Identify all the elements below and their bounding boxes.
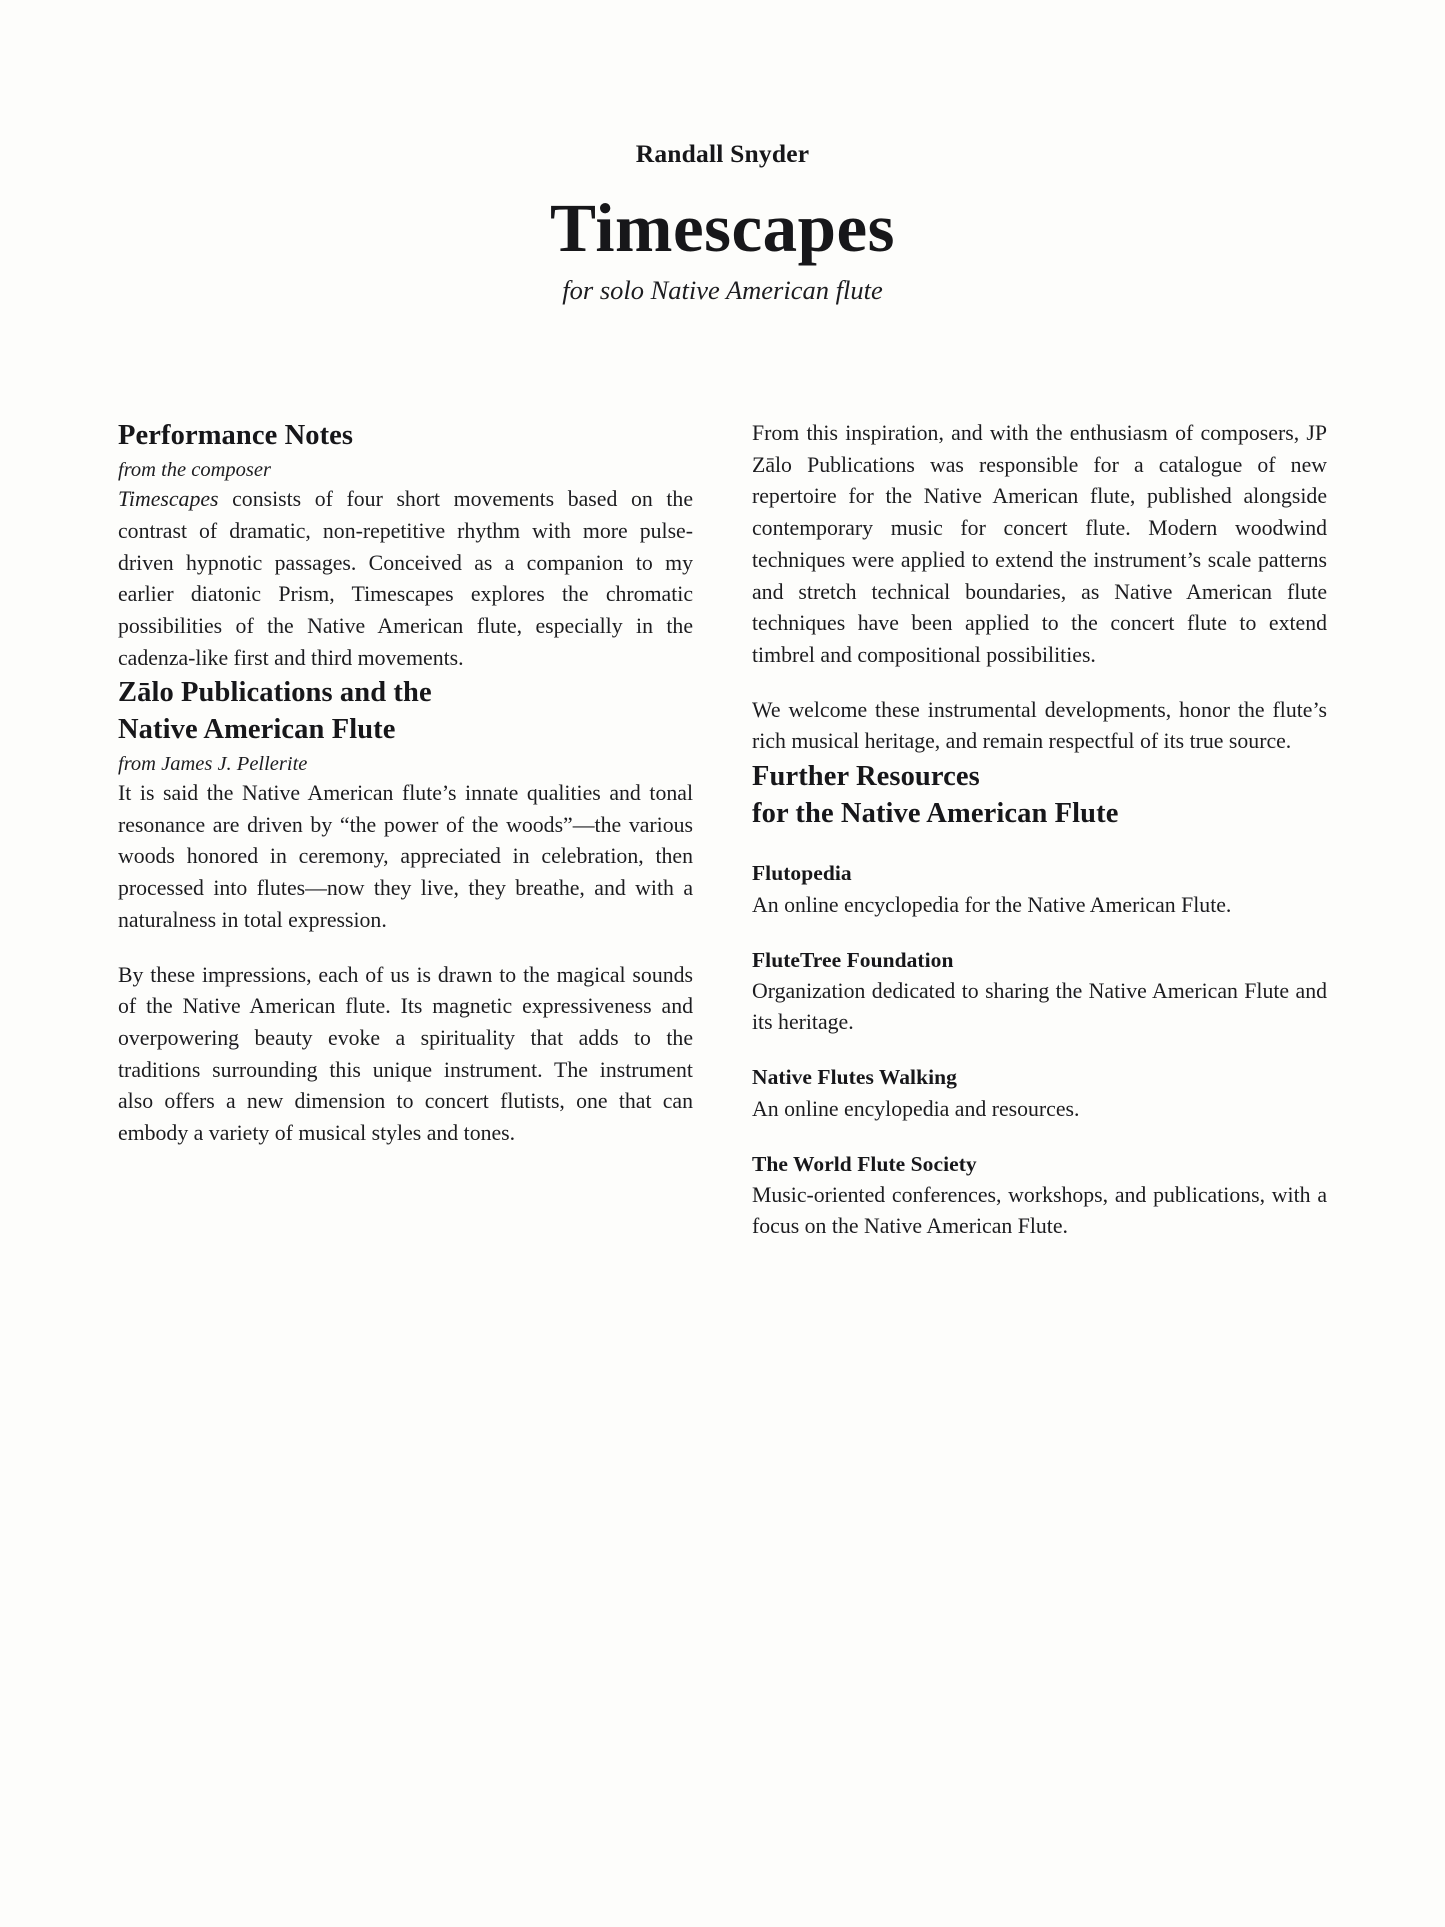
list-item bbox=[752, 946, 1327, 1039]
list-item bbox=[752, 1063, 1327, 1125]
left-column bbox=[118, 418, 693, 1243]
performance-notes-paragraph-text: consists of four short movements based on the contrast of dramatic, non-repetitive rhythm with more pulse-driven hypnotic passages. Conceived as a companion to my earlier diatonic Prism, Timescapes explores the chromatic possibilities of the Native American flute, especially in the cadenza-like first and third movements. bbox=[118, 487, 693, 670]
list-item bbox=[752, 859, 1327, 921]
resource-name: Native Flutes Walking bbox=[752, 1065, 957, 1090]
resources-list bbox=[752, 859, 1327, 1242]
zalo-publications-heading bbox=[118, 674, 693, 748]
performance-notes-heading: Performance Notes bbox=[118, 420, 354, 451]
performance-notes-byline: from the composer bbox=[118, 459, 271, 482]
resource-description: Music-oriented conferences, workshops, and publications, with a focus on the Native American Flute. bbox=[752, 1183, 1327, 1239]
zalo-heading-line-1: Zālo Publications and the bbox=[118, 677, 432, 709]
further-resources-heading-line-2: for the Native American Flute bbox=[752, 798, 1119, 830]
page-title: Timescapes bbox=[550, 190, 895, 267]
resource-description: Organization dedicated to sharing the Native American Flute and its heritage. bbox=[752, 979, 1327, 1035]
further-resources-heading-line-1: Further Resources bbox=[752, 761, 980, 793]
performance-notes-paragraph bbox=[118, 484, 693, 674]
zalo-publications-byline: from James J. Pellerite bbox=[118, 753, 308, 776]
list-item bbox=[752, 1150, 1327, 1243]
work-title-inline: Timescapes bbox=[118, 487, 219, 512]
resource-name: FluteTree Foundation bbox=[752, 947, 954, 972]
zalo-heading-line-2: Native American Flute bbox=[118, 714, 396, 746]
resource-name: Flutopedia bbox=[752, 861, 852, 886]
page-subtitle: for solo Native American flute bbox=[562, 275, 883, 306]
resource-description: An online encyclopedia for the Native American Flute. bbox=[752, 892, 1232, 917]
resource-name: The World Flute Society bbox=[752, 1151, 977, 1176]
right-column bbox=[752, 418, 1327, 1243]
further-resources-heading bbox=[752, 758, 1327, 832]
resource-description: An online encylopedia and resources. bbox=[752, 1096, 1080, 1121]
right-paragraph-1: From this inspiration, and with the enthusiasm of composers, JP Zālo Publications was responsible for a catalogue of new repertoire for the Native American flute, published alongside contemporary music for concert flute. Modern woodwind techniques were applied to extend the instrument’s scale patterns and stretch technical boundaries, as Native American flute techniques have been applied to the concert flute to extend timbrel and compositional possibilities. bbox=[752, 421, 1327, 667]
title-block bbox=[0, 0, 1445, 307]
composer-name: Randall Snyder bbox=[635, 139, 810, 168]
zalo-paragraph-1: It is said the Native American flute’s innate qualities and tonal resonance are driven by “the power of the woods”—the various woods honored in ceremony, appreciated in celebration, then processed into flutes—now they live, they breathe, and with a naturalness in total expression. bbox=[118, 781, 693, 932]
zalo-paragraph-2: By these impressions, each of us is drawn to the magical sounds of the Native American flute. Its magnetic expressiveness and overpowering beauty evoke a spirituality that adds to the traditions surrounding this unique instrument. The instrument also offers a new dimension to concert flutists, one that can embody a variety of musical styles and tones. bbox=[118, 962, 693, 1146]
body-columns bbox=[118, 418, 1327, 1243]
right-paragraph-2: We welcome these instrumental developments, honor the flute’s rich musical heritage, and remain respectful of its true source. bbox=[752, 697, 1327, 754]
